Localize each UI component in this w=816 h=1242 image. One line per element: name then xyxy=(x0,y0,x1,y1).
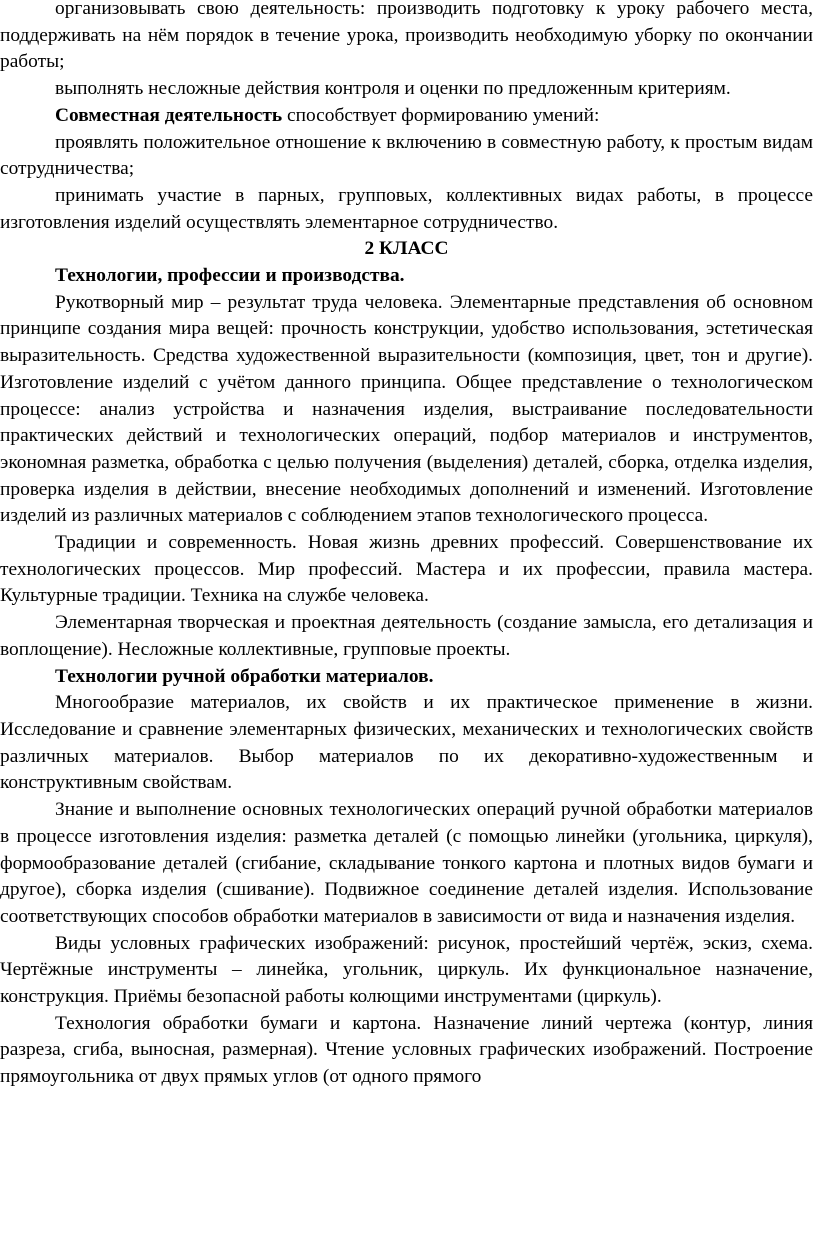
paragraph-participation: принимать участие в парных, групповых, коллективных видах работы, в процессе изготовления изделий осуществлять элементарное сотрудничество. xyxy=(0,184,813,233)
grade-heading: 2 КЛАСС xyxy=(364,238,449,260)
paragraph-paper-technology: Технология обработки бумаги и картона. Назначение линий чертежа (контур, линия разреза, сгиба, выносная, размерная). Чтение условных графических изображений. Построение прямоугольника от двух прямых углов (от одного прямого xyxy=(0,1012,813,1088)
section-heading-manual-processing: Технологии ручной обработки материалов. xyxy=(55,665,434,687)
paragraph-organize: организовывать свою деятельность: производить подготовку к уроку рабочего места, поддерживать на нём порядок в течение урока, производить необходимую уборку по окончании работы; xyxy=(0,0,813,73)
paragraph-materials: Многообразие материалов, их свойств и их практическое применение в жизни. Исследование и сравнение элементарных физических, механических и технологических свойств различных материалов. Выбор материалов по их декоративно-художественным и конструктивным свойствам. xyxy=(0,692,813,794)
paragraph-man-made-world: Рукотворный мир – результат труда человека. Элементарные представления об основном принципе создания мира вещей: прочность конструкции, удобство использования, эстетическая выразительность. Средства художественной выразительности (композиция, цвет, тон и другие). Изготовление изделий с учётом данного принципа. Общее представление о технологическом процессе: анализ устройства и назначения изделия, выстраивание последовательности практических действий и технологических операций, подбор материалов и инструментов, экономная разметка, обработка с целью получения (выделения) деталей, сборка, отделка изделия, проверка изделия в действии, внесение необходимых дополнений и изменений. Изготовление изделий из различных материалов с соблюдением этапов технологического процесса. xyxy=(0,291,813,527)
section-heading-technologies: Технологии, профессии и производства. xyxy=(55,265,405,287)
paragraph-graphic-images: Виды условных графических изображений: рисунок, простейший чертёж, эскиз, схема. Чертёжные инструменты – линейка, угольник, циркуль. Их функциональное назначение, конструкция. Приёмы безопасной работы колющими инструментами (циркуль). xyxy=(0,932,813,1008)
paragraph-control: выполнять несложные действия контроля и оценки по предложенным критериям. xyxy=(55,78,731,100)
paragraph-creative-activity: Элементарная творческая и проектная деятельность (создание замысла, его детализация и воплощение). Несложные коллективные, групповые проекты. xyxy=(0,612,813,660)
paragraph-traditions: Традиции и современность. Новая жизнь древних профессий. Совершенствование их технологических процессов. Мир профессий. Мастера и их профессии, правила мастера. Культурные традиции. Техника на службе человека. xyxy=(0,532,813,607)
joint-activity-text: способствует формированию умений: xyxy=(282,104,600,126)
paragraph-positive-attitude: проявлять положительное отношение к включению в совместную работу, к простым видам сотрудничества; xyxy=(0,131,813,180)
joint-activity-term: Совместная деятельность xyxy=(55,104,283,126)
paragraph-operations: Знание и выполнение основных технологических операций ручной обработки материалов в процессе изготовления изделия: разметка деталей (с помощью линейки (угольника, циркуля), формообразование деталей (сгибание, складывание тонкого картона и плотных видов бумаги и другое), сборка изделия (сшивание). Подвижное соединение деталей изделия. Использование соответствующих способов обработки материалов в зависимости от вида и назначения изделия. xyxy=(0,799,813,927)
paragraph-joint-activity xyxy=(0,103,813,130)
